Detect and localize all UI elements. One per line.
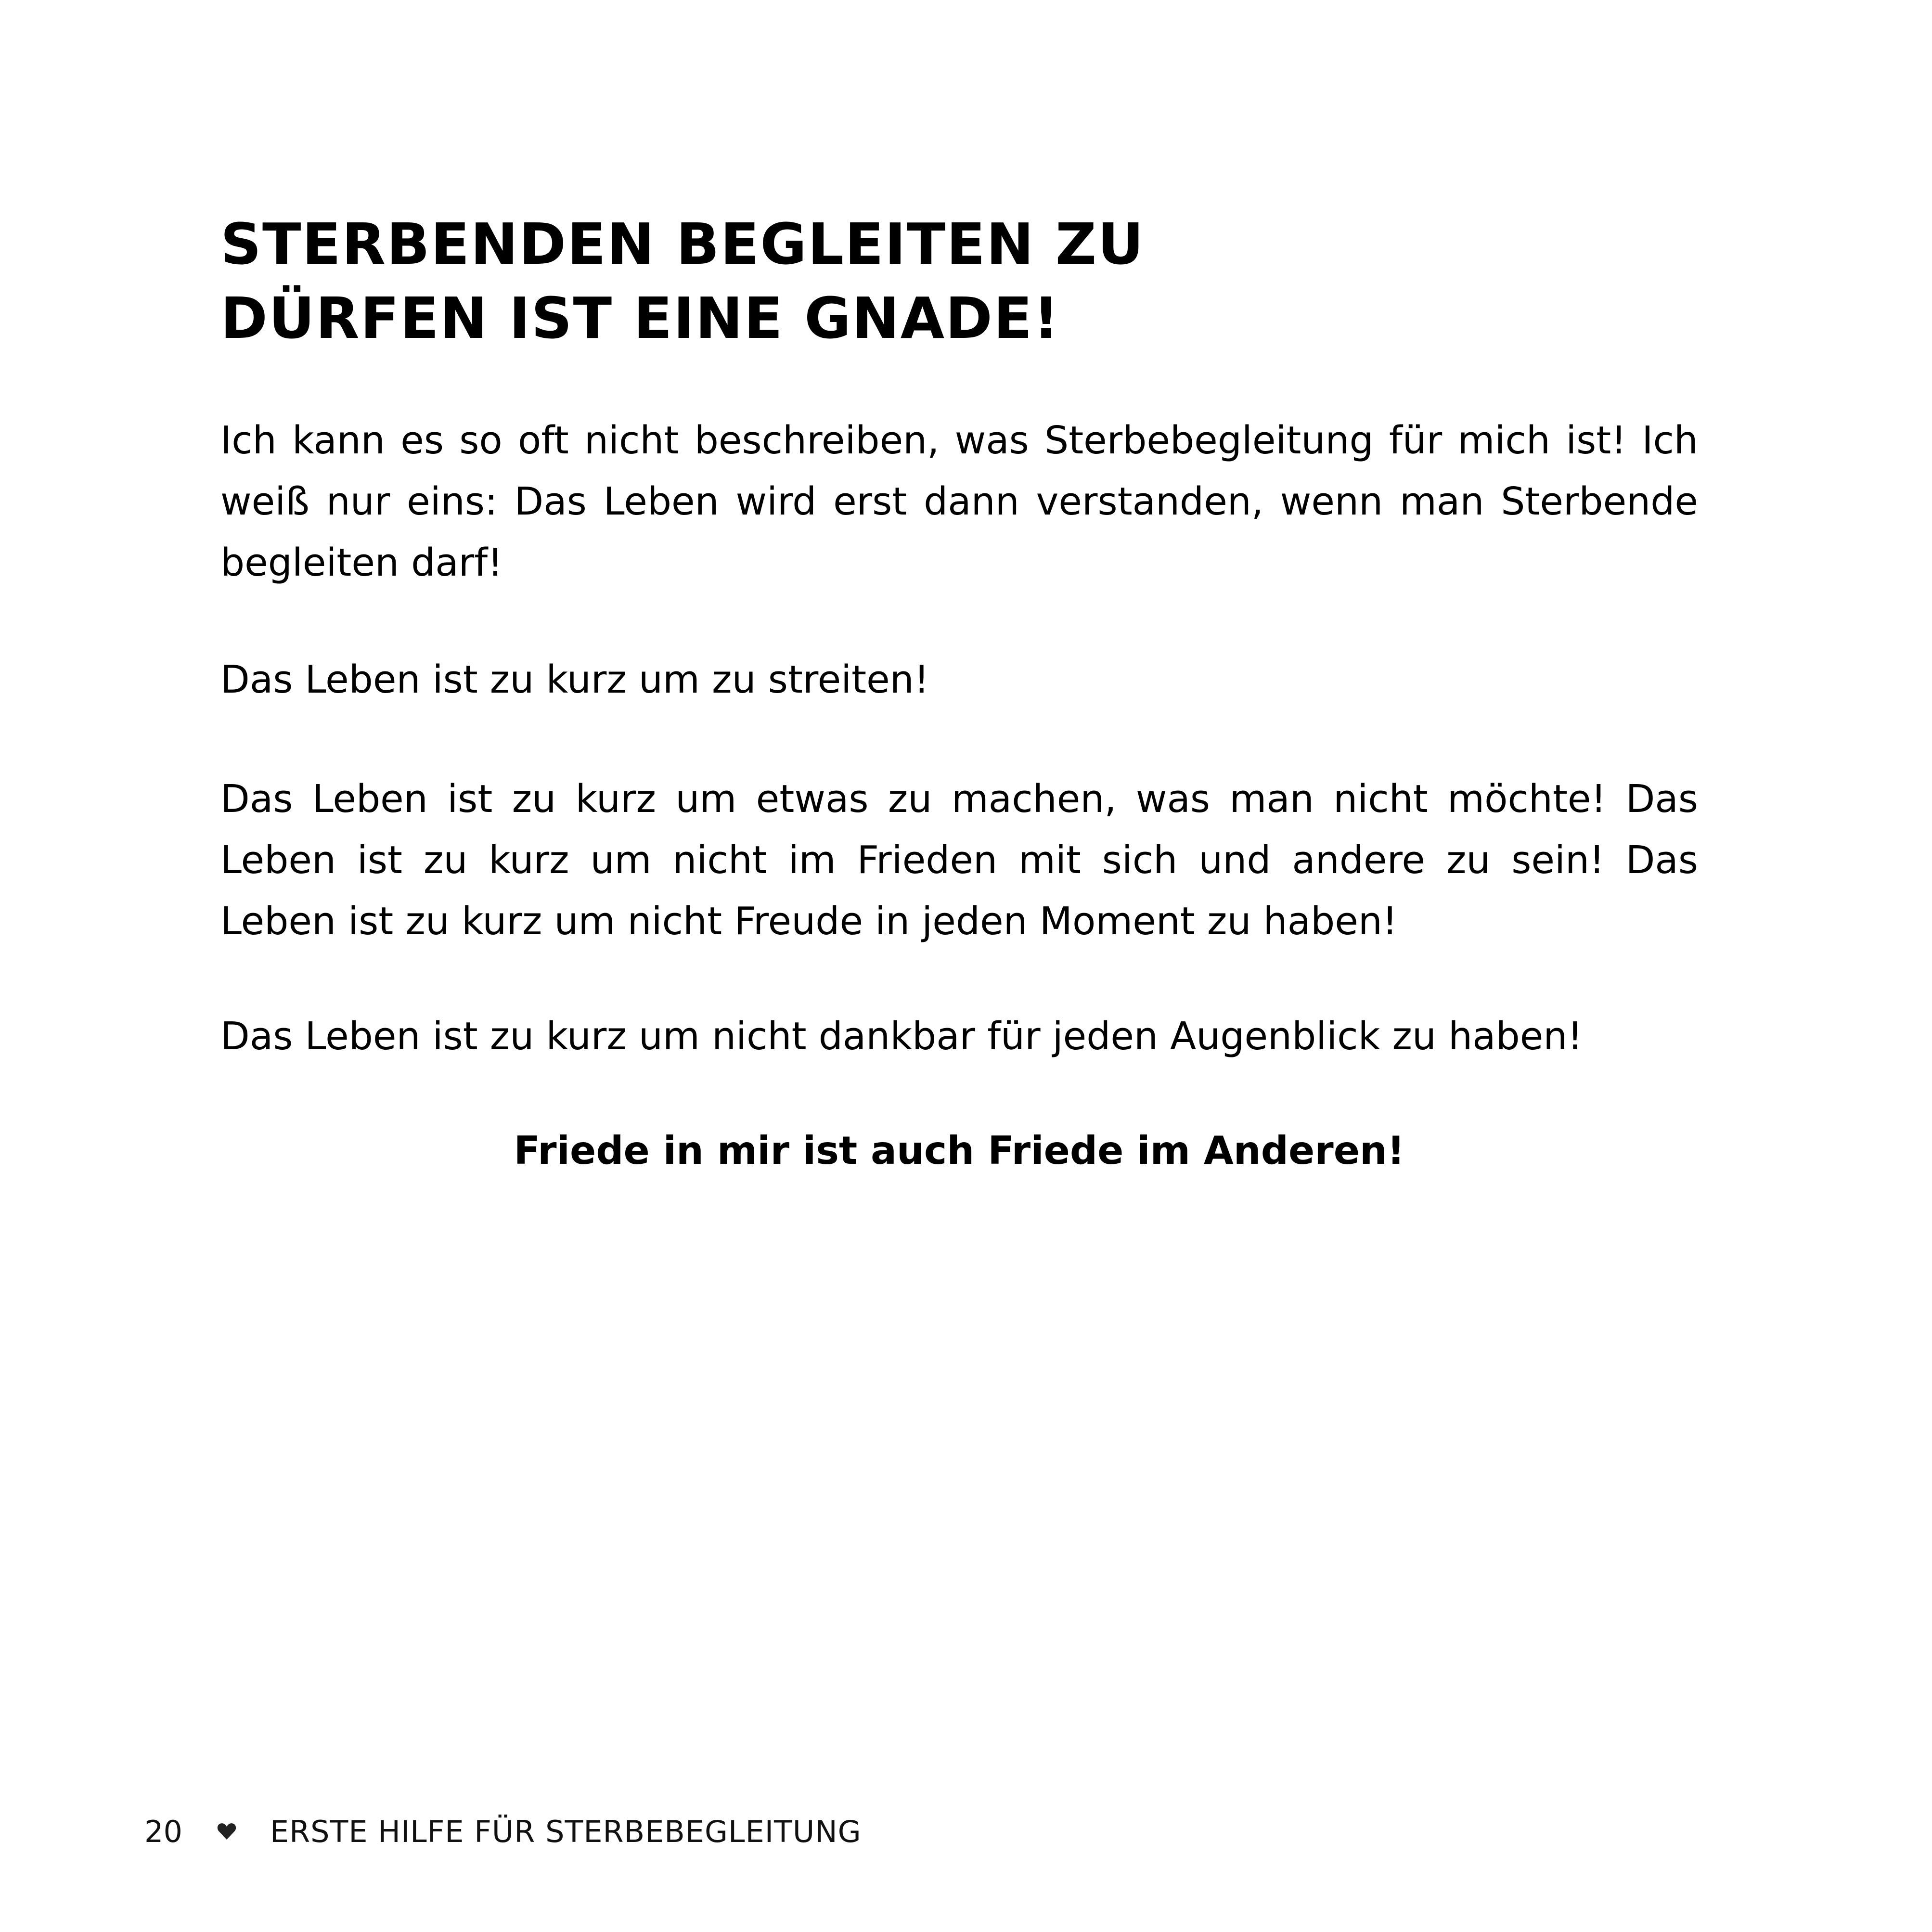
running-title: ERSTE HILFE FÜR STERBEBEGLEITUNG	[270, 1814, 862, 1849]
paragraph-1: Ich kann es so oft nicht beschreiben, was Sterbebegleitung für mich ist! Ich weiß nur eins: Das Leben wird erst dann verstanden, wenn man Sterbende begleiten darf!	[220, 418, 1698, 585]
page-heading	[220, 207, 1713, 355]
page-number: 20	[144, 1814, 182, 1849]
heading-line-2: DÜRFEN IST EINE GNADE!	[220, 285, 1060, 351]
paragraph-4: Das Leben ist zu kurz um nicht dankbar für jeden Augenblick zu haben!	[220, 1014, 1583, 1058]
paragraph-3: Das Leben ist zu kurz um etwas zu machen, was man nicht möchte! Das Leben ist zu kurz um nicht im Frieden mit sich und andere zu sein! Das Leben ist zu kurz um nicht Freude in jeden Moment zu haben!	[220, 777, 1698, 943]
paragraph-2: Das Leben ist zu kurz um zu streiten!	[220, 657, 929, 702]
heart-icon	[217, 1823, 236, 1840]
page-footer	[144, 1810, 862, 1853]
closing-statement: Friede in mir ist auch Friede im Anderen!	[514, 1128, 1405, 1173]
heading-line-1: STERBENDEN BEGLEITEN ZU	[220, 211, 1145, 277]
